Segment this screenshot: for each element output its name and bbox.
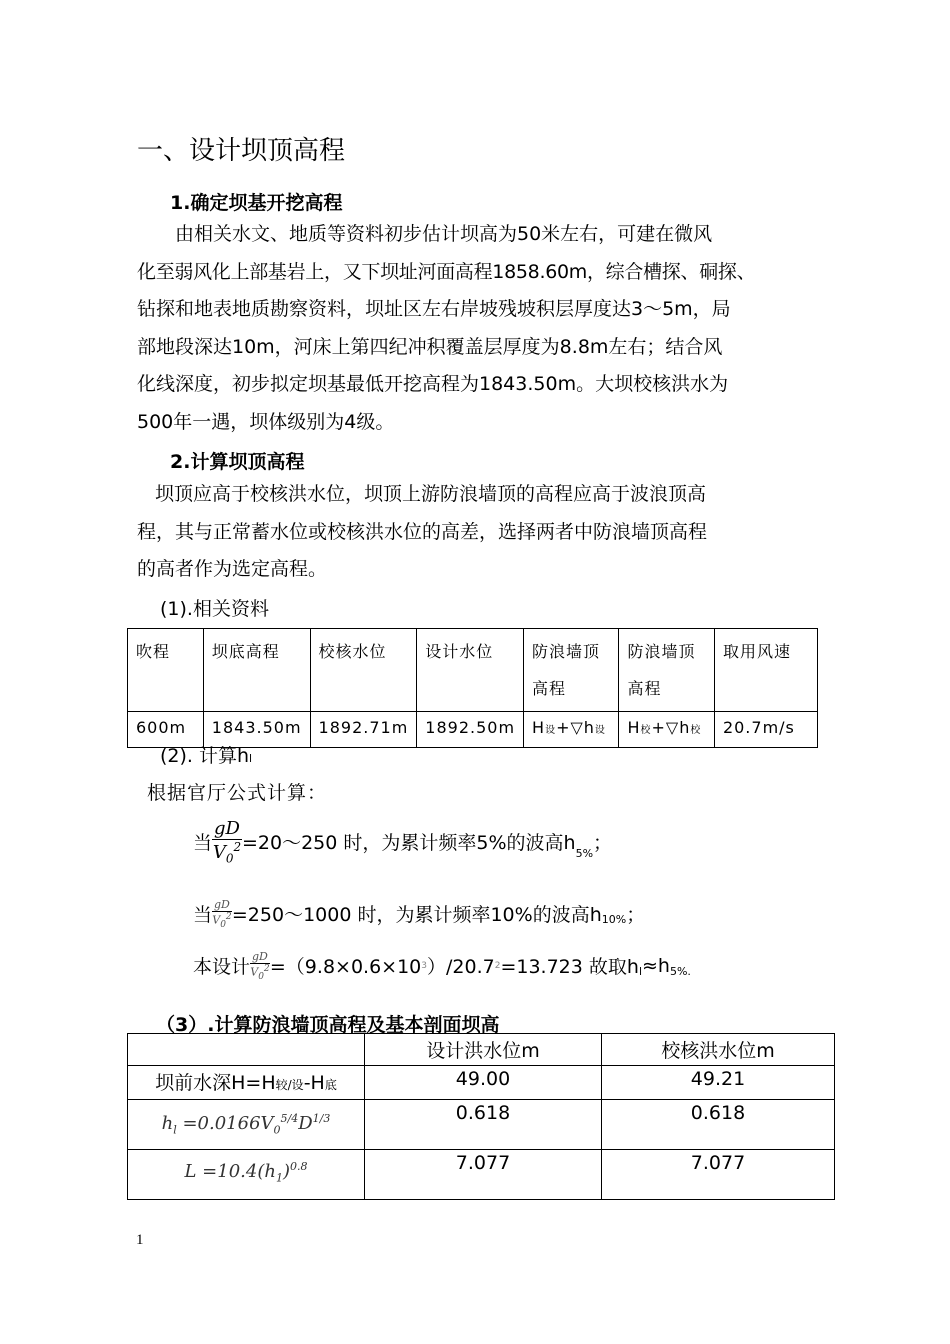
section2-body: [137, 476, 833, 589]
wave-length-formula: $L =10.4(h_1)^{0.8}$: [128, 1150, 365, 1200]
section2-title: 2.计算坝顶高程: [170, 451, 305, 473]
formula-text: ；: [593, 832, 613, 855]
section1-line: 钻探和地表地质勘察资料，坝址区左右岸坡残坡积层厚度达3～5m，局: [137, 298, 731, 320]
subsection-text: (2). 计算h: [160, 745, 250, 767]
formula-text: ）/20.7: [427, 956, 495, 979]
fraction-numerator: gD: [214, 898, 230, 911]
related-data-table: [127, 628, 818, 748]
cell-subscript: 校: [690, 725, 702, 736]
section1-line: 500年一遇，坝体级别为4级。: [137, 410, 395, 433]
formula-text: =（9.8×0.6×10: [269, 956, 422, 979]
table-header-cell: [128, 1034, 365, 1066]
formula-text: =20～250 时，为累计频率5%的波高h: [241, 832, 576, 855]
formula-text: 当: [193, 832, 213, 855]
section1-line: 部地段深达10m，河床上第四纪冲积覆盖层厚度为8.8m左右；结合风: [137, 335, 723, 358]
fraction-denominator: $V_0^2$: [212, 912, 232, 930]
table-header-row: [128, 1034, 835, 1066]
table-header-cell: 取用风速: [714, 629, 817, 712]
table-header-cell: 坝底高程: [203, 629, 310, 712]
cell-text: H: [627, 718, 641, 737]
table-cell: 1892.50m: [417, 712, 524, 748]
table-header-cell: 设计水位: [417, 629, 524, 712]
table-cell: 49.00: [365, 1066, 602, 1100]
gd-v0-fraction: [250, 950, 270, 982]
formula-subscript: 5%.: [669, 964, 691, 978]
cell-subscript: 校: [640, 725, 652, 736]
fraction-numerator: gD: [252, 950, 268, 963]
wave-height-formula: $h_l =0.0166V_0^{5/4}D^{1/3}$: [128, 1100, 365, 1150]
table-header-cell: 校核洪水位m: [602, 1034, 835, 1066]
subsection-wall-crest: （3）.计算防浪墙顶高程及基本剖面坝高: [156, 1014, 500, 1036]
cell-subscript: 设: [594, 725, 606, 736]
table-cell: 1892.71m: [310, 712, 417, 748]
method-note: 根据官厅公式计算：: [147, 782, 328, 804]
section2-line: 程，其与正常蓄水位或校核洪水位的高差，选择两者中防浪墙顶高程: [137, 520, 708, 543]
formula-superscript: 2: [494, 960, 501, 971]
table-cell: [619, 712, 714, 748]
subsection-related-data: (1).相关资料: [160, 598, 269, 620]
table-row: [128, 1100, 835, 1150]
row-label: 坝前水深H=H较/设-H底: [128, 1066, 365, 1100]
table-header-cell: 设计洪水位m: [365, 1034, 602, 1066]
formula-subscript: l: [638, 964, 642, 978]
section1-line: 由相关水文、地质等资料初步估计坝高为50米左右，可建在微风: [175, 223, 713, 245]
formula-text: ≈h: [642, 954, 670, 977]
table-cell: 7.077: [602, 1150, 835, 1200]
formula-subscript: 10%: [601, 912, 627, 926]
fraction-numerator: gD: [214, 818, 240, 839]
table-header-cell: 防浪墙顶高程: [524, 629, 619, 712]
section1-body: [137, 216, 833, 441]
table-cell: 7.077: [365, 1150, 602, 1200]
formula-text: =13.723 故取h: [500, 956, 639, 979]
page-number: 1: [136, 1232, 144, 1248]
formula-text: 本设计: [193, 956, 251, 979]
formula-line-3: [193, 950, 691, 982]
subsection-calc-hl: [160, 741, 252, 768]
section1-title: 1.确定坝基开挖高程: [170, 192, 343, 214]
table-cell: 20.7m/s: [714, 712, 817, 748]
section2-line: 坝顶应高于校核洪水位，坝顶上游防浪墙顶的高程应高于波浪顶高: [155, 483, 707, 505]
cell-text: +▽h: [556, 718, 595, 737]
table-row: [128, 1150, 835, 1200]
section1-line: 化线深度，初步拟定坝基最低开挖高程为1843.50m。大坝校核洪水为: [137, 373, 729, 395]
formula-text: 当: [193, 904, 213, 927]
table-header-row: [128, 629, 818, 712]
formula-line-1: [193, 818, 612, 866]
formula-line-2: [193, 898, 645, 930]
fraction-denominator: $V_0^2$: [250, 964, 270, 982]
section1-line: 化至弱风化上部基岩上，又下坝址河面高程1858.60m，综合槽探、硐探、: [137, 260, 756, 283]
gd-v0-fraction: [212, 818, 242, 866]
wall-crest-table: [127, 1033, 835, 1200]
fraction-denominator: $V_0^2$: [212, 840, 242, 866]
gd-v0-fraction: [212, 898, 232, 930]
table-cell: 1843.50m: [203, 712, 310, 748]
cell-text: H: [532, 718, 546, 737]
table-cell: 49.21: [602, 1066, 835, 1100]
table-header-cell: 校核水位: [310, 629, 417, 712]
table-cell: 0.618: [602, 1100, 835, 1150]
formula-superscript: 3: [421, 960, 427, 971]
cell-text: +▽h: [651, 718, 691, 737]
formula-text: ；: [626, 904, 646, 927]
table-cell: 600m: [128, 712, 204, 748]
cell-subscript: 设: [545, 725, 557, 736]
table-cell: [524, 712, 619, 748]
section2-line: 的高者作为选定高程。: [137, 558, 328, 580]
table-row: [128, 1066, 835, 1100]
subsection-subscript: l: [249, 752, 253, 765]
formula-text: =250～1000 时，为累计频率10%的波高h: [231, 904, 602, 927]
table-header-cell: 吹程: [128, 629, 204, 712]
table-cell: 0.618: [365, 1100, 602, 1150]
formula-subscript: 5%: [575, 846, 594, 860]
page-heading: 一、设计坝顶高程: [137, 136, 346, 166]
table-header-cell: 防浪墙顶高程: [619, 629, 714, 712]
